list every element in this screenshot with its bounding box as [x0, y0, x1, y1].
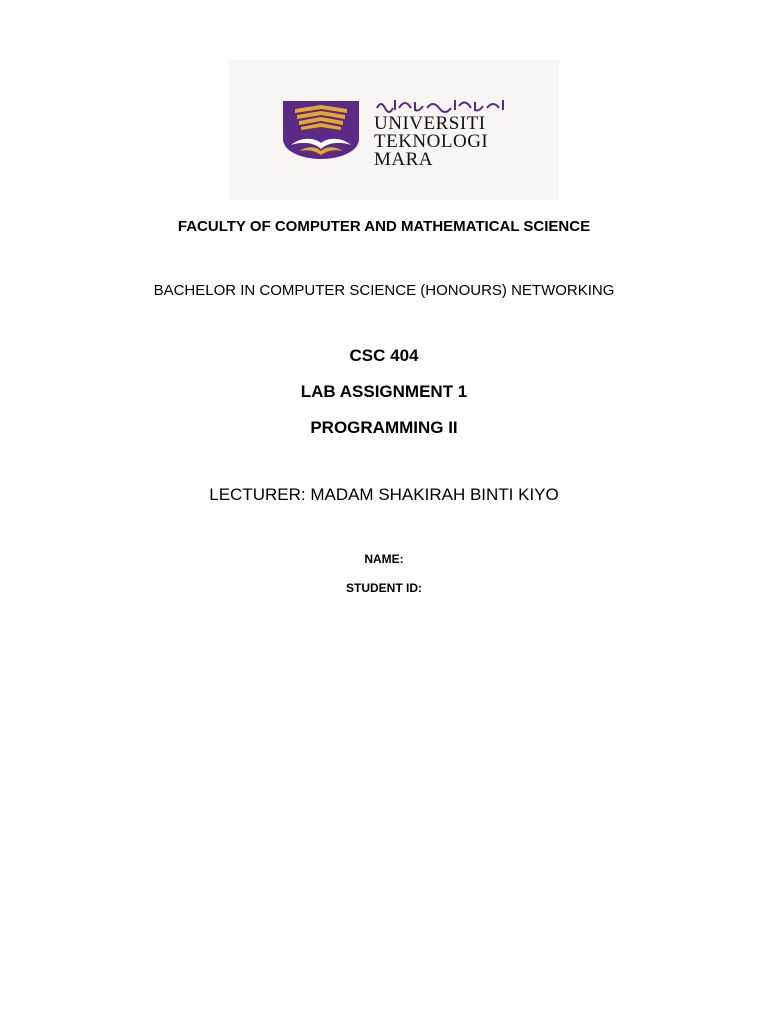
logo-text-teknologi: TEKNOLOGI — [374, 131, 489, 152]
programme-heading: BACHELOR IN COMPUTER SCIENCE (HONOURS) NETWORKING — [153, 282, 615, 299]
student-id-label: STUDENT ID: — [346, 581, 422, 595]
logo-text-mara: MARA — [374, 149, 434, 170]
jawi-script-logo — [375, 96, 509, 114]
course-code: CSC 404 — [349, 346, 419, 365]
name-label: NAME: — [364, 552, 404, 566]
logo-text-universiti: UNIVERSITI — [374, 113, 486, 134]
university-logo — [229, 60, 559, 200]
faculty-heading: FACULTY OF COMPUTER AND MATHEMATICAL SCIENCE — [177, 218, 591, 235]
uitm-crest-icon — [281, 99, 361, 161]
lecturer-line: LECTURER: MADAM SHAKIRAH BINTI KIYO — [209, 485, 559, 504]
assignment-title: LAB ASSIGNMENT 1 — [300, 382, 468, 401]
subject-title: PROGRAMMING II — [310, 418, 458, 437]
